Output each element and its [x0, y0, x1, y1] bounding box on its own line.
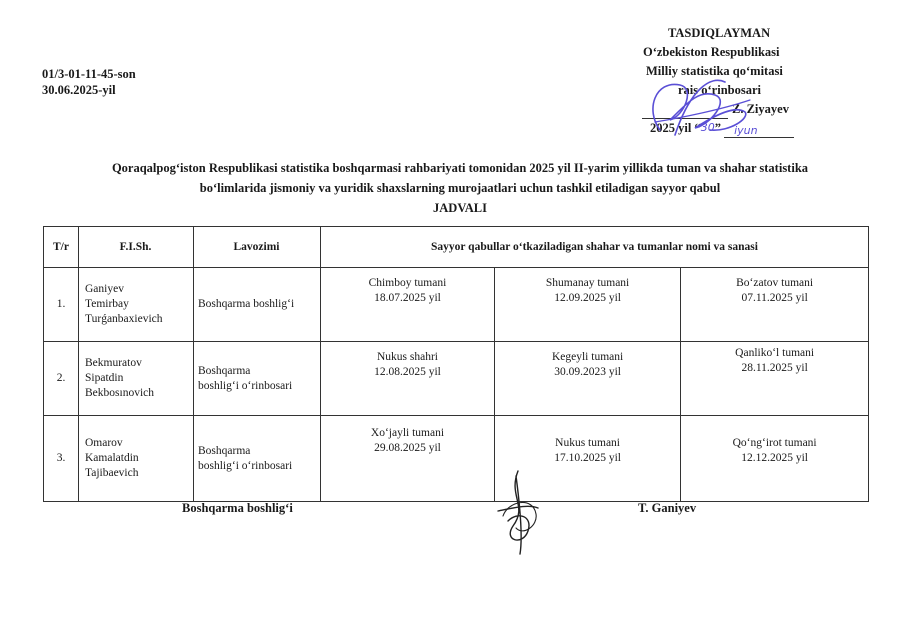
- approval-date-mid: ”: [714, 121, 721, 135]
- visit-place: Qanliko‘l tumani: [735, 347, 815, 359]
- visit-cell: [681, 268, 869, 342]
- name-part: Sipatdin: [85, 372, 124, 384]
- visit-date: 12.09.2025 yil: [554, 292, 621, 304]
- header-visits: Sayyor qabullar o‘tkaziladigan shahar va tumanlar nomi va sanasi: [321, 227, 869, 268]
- visit-cell: [681, 342, 869, 416]
- table-row: [44, 416, 869, 502]
- approval-org-line1: O‘zbekiston Respublikasi: [643, 45, 780, 59]
- approver-signature-icon: [640, 70, 760, 150]
- table-row: [44, 268, 869, 342]
- visit-cell: [321, 416, 495, 502]
- visit-place: Nukus tumani: [555, 437, 621, 449]
- approval-date-month: iyun: [734, 124, 758, 137]
- row-num: 2.: [44, 342, 79, 416]
- visit-cell: [681, 416, 869, 502]
- visit-cell: [321, 342, 495, 416]
- approval-position: rais o‘rinbosari: [678, 83, 761, 97]
- table-row: [44, 342, 869, 416]
- head-signature-icon: [478, 466, 558, 556]
- position-part: Boshqarma: [198, 444, 251, 457]
- visit-place: Shumanay tumani: [545, 277, 630, 289]
- row-name: [79, 416, 194, 502]
- visit-date: 18.07.2025 yil: [374, 292, 441, 304]
- row-num: 1.: [44, 268, 79, 342]
- title-line1: Qoraqalpog‘iston Respublikasi statistika boshqarmasi rahbariyati tomonidan 2025 yil II-yarim yillikda tuman va shahar statistika: [111, 161, 809, 175]
- title-line3: JADVALI: [433, 201, 487, 215]
- visit-date: 07.11.2025 yil: [741, 292, 808, 304]
- position-part: Boshqarma: [198, 364, 251, 377]
- row-num: 3.: [44, 416, 79, 502]
- row-position: [194, 342, 321, 416]
- document-date: 30.06.2025-yil: [42, 83, 116, 97]
- row-name: [79, 342, 194, 416]
- position-part: Boshqarma boshlig‘i: [198, 298, 295, 310]
- name-part: Bekmuratov: [85, 357, 142, 369]
- visit-cell: [494, 268, 680, 342]
- row-position: [194, 416, 321, 502]
- title-line2: bo‘limlarida jismoniy va yuridik shaxslarning murojaatlari uchun tashkil etiladigan sayyor qabul: [199, 181, 721, 195]
- visit-place: Kegeyli tumani: [551, 351, 624, 363]
- visit-date: 30.09.2023 yil: [554, 366, 621, 378]
- name-part: Ganiyev: [85, 283, 124, 295]
- name-part: Temirbay: [85, 298, 129, 310]
- document-reference: [42, 66, 136, 98]
- visit-place: Bo‘zatov tumani: [736, 277, 814, 289]
- approval-org-line2: Milliy statistika qo‘mitasi: [646, 64, 783, 78]
- visit-place: Xo‘jayli tumani: [370, 427, 445, 439]
- position-part: boshlig‘i o‘rinbosari: [198, 379, 293, 392]
- visit-place: Qo‘ng‘irot tumani: [732, 437, 817, 449]
- visit-cell: [494, 342, 680, 416]
- visit-date: 29.08.2025 yil: [374, 442, 441, 454]
- visit-place: Chimboy tumani: [368, 277, 447, 289]
- approval-heading: TASDIQLAYMAN: [668, 26, 771, 40]
- name-part: Omarov: [85, 437, 123, 449]
- footer-signer: T. Ganiyev: [638, 501, 697, 515]
- approval-signer: Z. Ziyayev: [732, 102, 789, 116]
- header-num: T/r: [44, 227, 79, 268]
- name-part: Bekbosınovich: [85, 387, 154, 399]
- name-part: Kamalatdin: [85, 452, 139, 464]
- row-name: [79, 268, 194, 342]
- visit-place: Nukus shahri: [376, 351, 438, 363]
- visit-date: 12.08.2025 yil: [374, 366, 441, 378]
- row-position: [194, 268, 321, 342]
- schedule-table: [43, 226, 869, 502]
- document-title: [40, 158, 880, 218]
- name-part: Tajibaevich: [85, 467, 139, 479]
- approval-date-day: 30: [700, 121, 715, 134]
- table-header-row: [44, 227, 869, 268]
- position-part: boshlig‘i o‘rinbosari: [198, 459, 293, 472]
- footer-position: Boshqarma boshlig‘i: [182, 501, 293, 515]
- visit-cell: [321, 268, 495, 342]
- visit-date: 28.11.2025 yil: [741, 362, 808, 374]
- header-name: F.I.Sh.: [79, 227, 194, 268]
- header-position: Lavozimi: [194, 227, 321, 268]
- name-part: Turǵanbaxievich: [85, 313, 163, 325]
- document-number: 01/3-01-11-45-son: [42, 67, 136, 81]
- visit-date: 17.10.2025 yil: [554, 452, 621, 464]
- approval-date-prefix: 2025 yil “: [650, 121, 701, 135]
- visit-date: 12.12.2025 yil: [741, 452, 808, 464]
